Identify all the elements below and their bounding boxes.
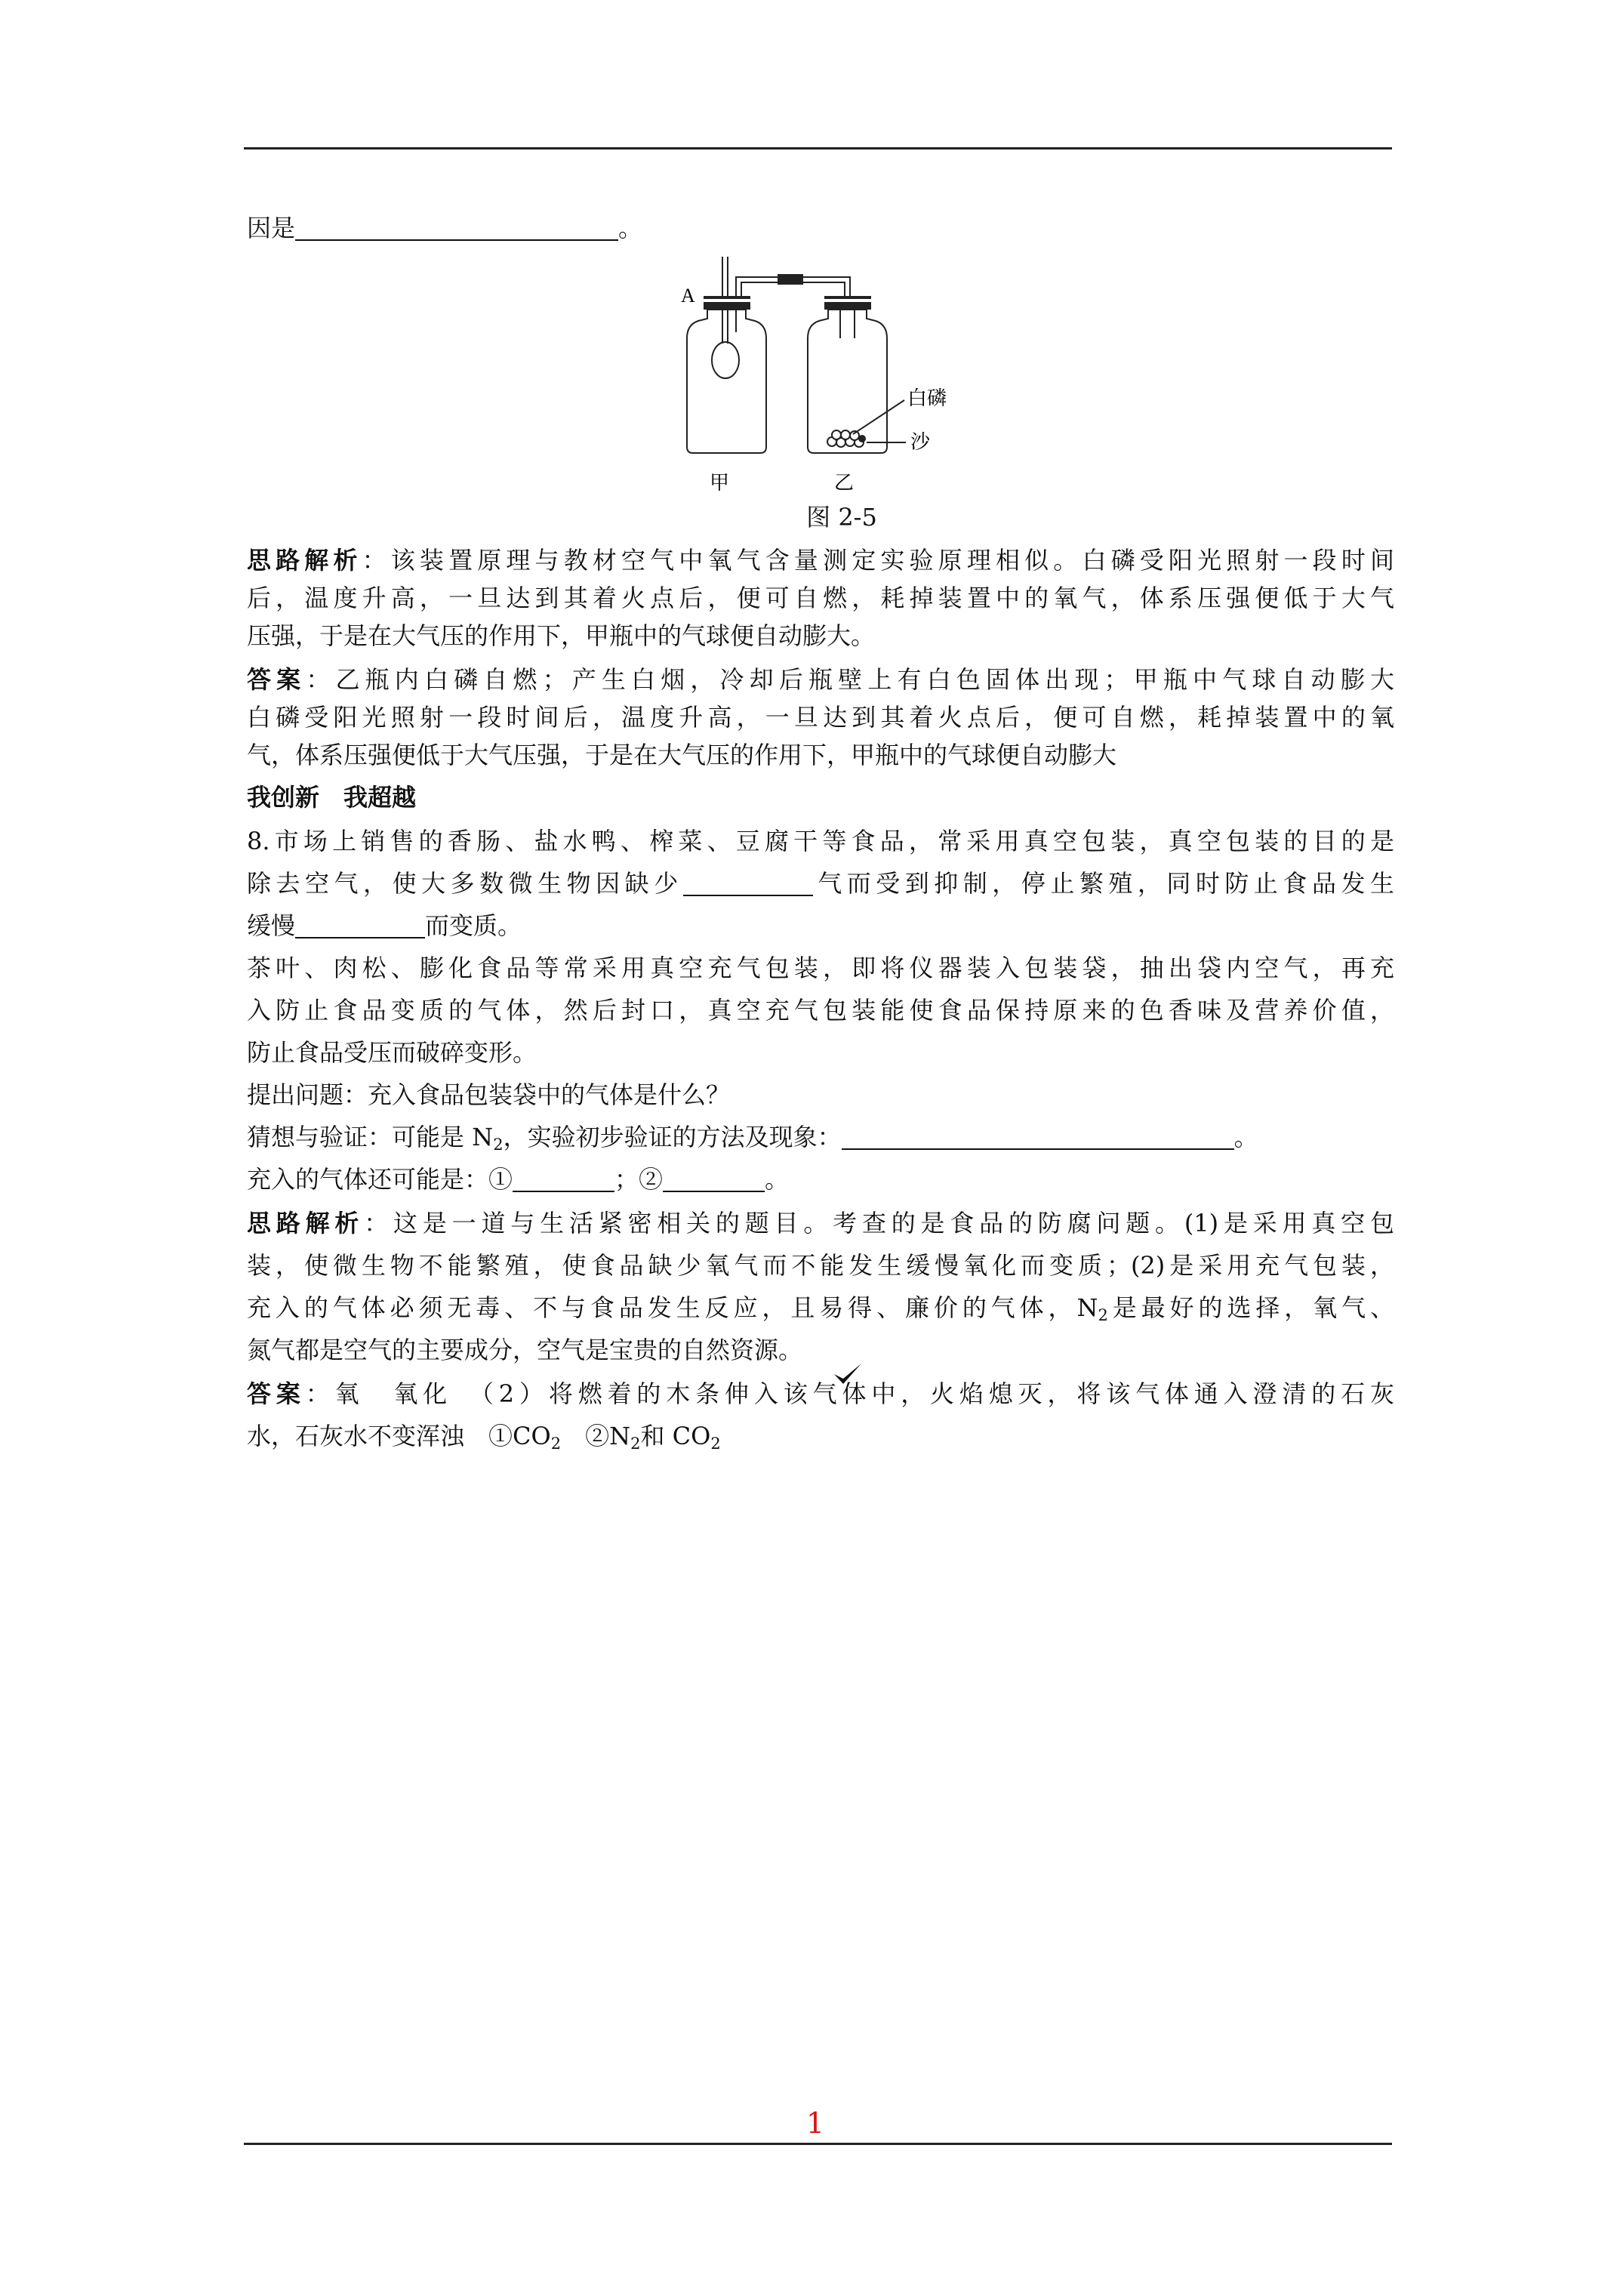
text: ，实验初步验证的方法及现象： <box>503 1123 842 1151</box>
text: 。 <box>1233 1123 1258 1151</box>
q8-line-5: 入防止食品变质的气体，然后封口，真空充气包装能使食品保持原来的色香味及营养价值， <box>247 996 1394 1025</box>
answer-label: 答案 <box>247 665 306 694</box>
section-heading: 我创新 我超越 <box>247 783 417 812</box>
text: ②N <box>561 1422 631 1450</box>
text: ；② <box>614 1165 664 1194</box>
q8-line-4: 茶叶、肉松、膨化食品等常采用真空充气包装，即将仪器装入包装袋，抽出袋内空气，再充 <box>247 954 1394 982</box>
subscript: 2 <box>1098 1306 1108 1324</box>
q8-line-3 <box>247 911 1394 941</box>
label-bottle-jia: 甲 <box>710 472 730 495</box>
q8-line-1: 8.市场上销售的香肠、盐水鸭、榨菜、豆腐干等食品，常采用真空包装，真空包装的目的是 <box>247 827 1394 855</box>
q8-line-9 <box>247 1164 1394 1194</box>
label-sand: 沙 <box>910 431 931 454</box>
text: 气而受到抑制，停止繁殖，同时防止食品发生 <box>812 869 1394 898</box>
label-bottle-yi: 乙 <box>834 472 855 495</box>
analysis-label: 思路解析 <box>247 1209 365 1237</box>
subscript: 2 <box>630 1435 641 1453</box>
q8-analysis-line-3 <box>247 1293 1394 1323</box>
q7-analysis-line-1 <box>247 545 1394 575</box>
label-white-phosphorus: 白磷 <box>907 387 947 410</box>
answer-blank[interactable] <box>295 913 425 938</box>
q7-analysis-line-3: 压强，于是在大气压的作用下，甲瓶中的气球便自动膨大。 <box>247 621 876 650</box>
text: ：乙瓶内白磷自燃；产生白烟，冷却后瓶壁上有白色固体出现；甲瓶中气球自动膨大 <box>306 665 1394 694</box>
text: 是最好的选择，氧气、 <box>1107 1293 1394 1322</box>
q7-answer-line-2: 白磷受阳光照射一段时间后，温度升高，一旦达到其着火点后，便可自燃，耗掉装置中的氧 <box>247 703 1394 732</box>
q8-line-7: 提出问题：充入食品包装袋中的气体是什么？ <box>247 1080 731 1109</box>
text: 充入的气体还可能是：① <box>247 1165 513 1194</box>
subscript: 2 <box>710 1435 721 1453</box>
subscript: 2 <box>493 1136 504 1154</box>
intro-prefix: 因是 <box>247 214 296 242</box>
answer-blank[interactable] <box>513 1166 614 1192</box>
text: 而变质。 <box>425 911 522 940</box>
q8-answer-line-1 <box>247 1379 1394 1409</box>
text: 猜想与验证：可能是 N <box>247 1123 494 1151</box>
label-a: A <box>681 285 695 307</box>
intro-line <box>247 213 1394 243</box>
q7-answer-line-1 <box>247 664 1394 695</box>
answer-blank[interactable] <box>663 1166 765 1192</box>
answer-label: 答案 <box>247 1379 306 1408</box>
answer-blank[interactable] <box>842 1124 1234 1150</box>
header-rule <box>244 147 1392 149</box>
text: 缓慢 <box>247 911 296 940</box>
text: 除去空气，使大多数微生物因缺少 <box>247 869 683 898</box>
footer-rule <box>244 2143 1392 2145</box>
figure-caption: 图 2-5 <box>806 503 877 532</box>
intro-suffix: 。 <box>618 214 643 242</box>
q8-answer-line-2 <box>247 1421 1394 1451</box>
q8-line-2 <box>247 868 1394 898</box>
page-number: 1 <box>805 2106 825 2140</box>
q8-analysis-line-2: 装，使微生物不能繁殖，使食品缺少氧气而不能发生缓慢氧化而变质；(2)是采用充气包装， <box>247 1251 1394 1280</box>
answer-blank[interactable] <box>295 215 618 241</box>
text: 水，石灰水不变浑浊 ①CO <box>247 1422 551 1450</box>
subscript: 2 <box>550 1435 562 1453</box>
q7-answer-line-3: 气，体系压强便低于大气压强，于是在大气压的作用下，甲瓶中的气球便自动膨大 <box>247 741 1117 769</box>
q8-line-6: 防止食品受压而破碎变形。 <box>247 1038 537 1067</box>
q8-analysis-line-4: 氮气都是空气的主要成分，空气是宝贵的自然资源。 <box>247 1336 803 1364</box>
q7-analysis-line-2: 后，温度升高，一旦达到其着火点后，便可自燃，耗掉装置中的氧气，体系压强便低于大气 <box>247 584 1394 612</box>
apparatus-figure <box>664 249 981 498</box>
q8-line-8 <box>247 1122 1394 1152</box>
text: ：氧 氧化 （2）将燃着的木条伸入该气体中，火焰熄灭，将该气体通入澄清的石灰 <box>305 1379 1394 1408</box>
text: 充入的气体必须无毒、不与食品发生反应，且易得、廉价的气体，N <box>247 1293 1098 1322</box>
q8-analysis-line-1 <box>247 1208 1394 1238</box>
text: ：这是一道与生活紧密相关的题目。考查的是食品的防腐问题。(1)是采用真空包 <box>364 1209 1394 1237</box>
text: ：该装置原理与教材空气中氧气含量测定实验原理相似。白磷受阳光照射一段时间 <box>362 546 1394 575</box>
text: 。 <box>765 1165 790 1194</box>
text: 和 CO <box>640 1422 711 1450</box>
answer-blank[interactable] <box>683 871 813 896</box>
analysis-label: 思路解析 <box>247 546 362 575</box>
